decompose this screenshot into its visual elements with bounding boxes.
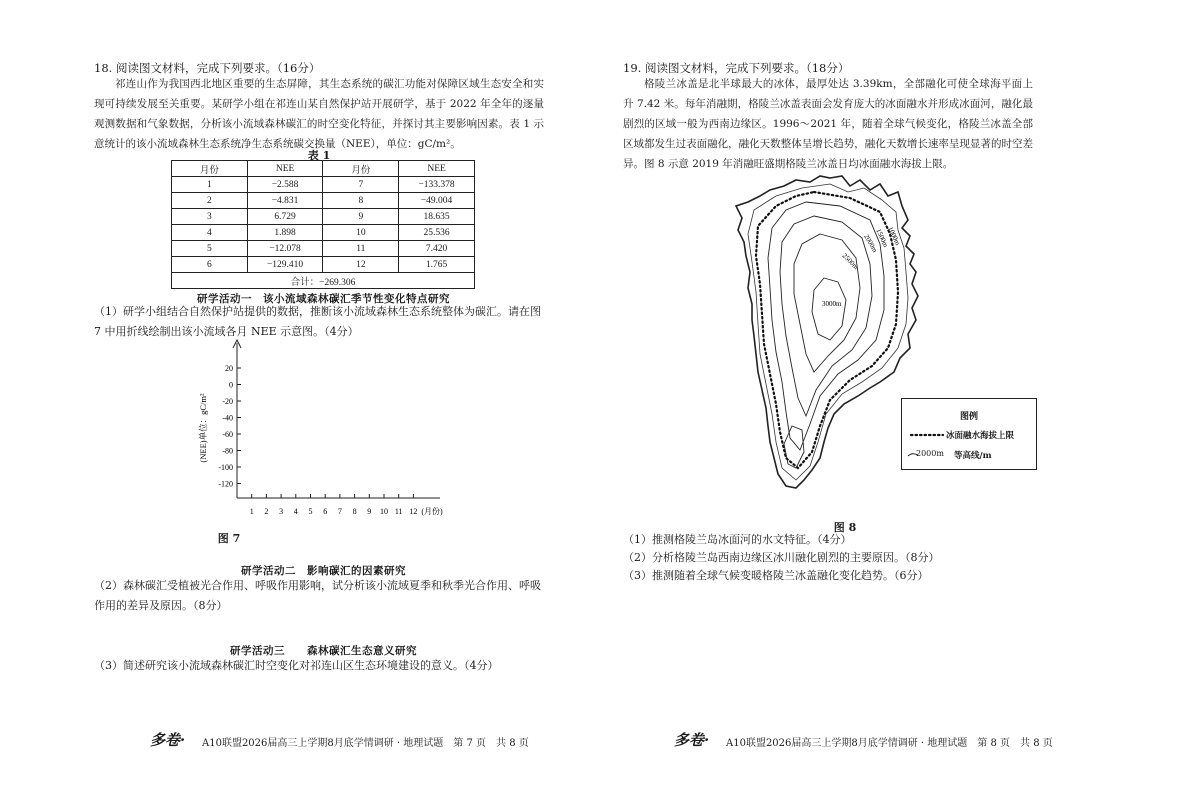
- table-cell: 8: [323, 193, 399, 209]
- contour-label-1000: 1000m: [886, 225, 902, 247]
- contour-label-3000: 3000m: [822, 300, 842, 308]
- q18-title: 18. 阅读图文材料，完成下列要求。（16分）: [94, 61, 321, 75]
- table-cell: 1: [172, 177, 248, 193]
- q19-intro: [623, 74, 1033, 174]
- y-tick-label: -20: [222, 397, 233, 406]
- table-cell: 7: [323, 177, 399, 193]
- table-cell: 11: [323, 241, 399, 257]
- table-row: [172, 225, 475, 241]
- table-cell: −2.588: [247, 177, 323, 193]
- contour-label-1500: 1500m: [874, 227, 890, 249]
- contour-3000: [812, 278, 846, 340]
- legend-contour-sample: 2000m: [916, 449, 944, 458]
- x-tick-label: 6: [323, 507, 328, 516]
- table-row: [172, 177, 475, 193]
- table-cell: 3: [172, 209, 248, 225]
- q19-intro-paragraph: 格陵兰冰盖是北半球最大的冰体，最厚处达 3.39km，全部融化可使全球海平面上升 7.42 米。每年消融期，格陵兰冰盖表面会发育庞大的冰面融水并形成冰面河，融化最剧烈的区域一般为西南边缘区。1996～2021 年，随着全球气候变化，格陵兰冰盖全部区域都发生过表面融化，融化天数整体呈增长趋势，融化天数增长速率呈现显著的时空差异。图 8 示意 2019 年消融旺盛期格陵兰冰盖日均冰面融水海拔上限。: [623, 78, 1033, 170]
- figure7-caption: 图 7: [217, 532, 241, 545]
- y-tick-label: 20: [225, 364, 233, 373]
- table-cell: 4: [172, 225, 248, 241]
- table-header-row: [172, 161, 475, 177]
- table-header-nee: NEE: [247, 161, 323, 177]
- y-ticks: [218, 364, 241, 489]
- x-tick-label: 3: [279, 507, 284, 516]
- q19-sub2: （2）分析格陵兰岛西南边缘区冰川融化剧烈的主要原因。（8分）: [623, 551, 940, 564]
- q18-intro-paragraph: 祁连山作为我国西北地区重要的生态屏障，其生态系统的碳汇功能对保障区域生态安全和实现可持续发展至关重要。某研学小组在祁连山某自然保护站开展研学，基于 2022 年全年的逐量观测数据和气象数据，分析该小流域森林碳汇的时空变化特征，并探讨其主要影响因素。表 1 示意统计的该小流域森林生态系统净生态系统碳交换量（NEE），单位：gC/m²。: [94, 78, 544, 150]
- legend-dotted-line-icon: [910, 431, 944, 439]
- x-tick-label: 8: [352, 507, 357, 516]
- x-tick-label: 9: [367, 507, 372, 516]
- x-tick-label: 11: [394, 507, 403, 516]
- y-axis-label: (NEE)单位：gC/m²: [198, 393, 208, 463]
- q18-sub3: （3）简述研究该小流域森林碳汇时空变化对祁连山区生态环境建设的意义。（4分）: [94, 659, 499, 672]
- q18-sub1: （1）研学小组结合自然保护站提供的数据，推断该小流域森林生态系统整体为碳汇。请在图 7 中用折线绘制出该小流域各月 NEE 示意图。（4分）: [94, 305, 541, 338]
- y-tick-label: -100: [218, 463, 233, 472]
- q19-title: 19. 阅读图文材料，完成下列要求。（18分）: [623, 61, 850, 75]
- x-ticks: [250, 494, 443, 516]
- table-row: [172, 257, 475, 273]
- page-footer: A10联盟2026届高三上学期8月底学情调研 · 地理试题 第 8 页 共 8 页: [726, 738, 1053, 749]
- table-total: 合计：−269.306: [172, 273, 475, 289]
- figure7-blank-chart[interactable]: [200, 338, 460, 523]
- q19-sub1: （1）推测格陵兰岛冰面河的水文特征。（4分）: [623, 533, 852, 546]
- table1-caption: 表 1: [307, 149, 331, 162]
- table-cell: −133.378: [399, 177, 475, 193]
- y-tick-label: -120: [218, 479, 233, 489]
- table-cell: 5: [172, 241, 248, 257]
- x-tick-label: 2: [264, 507, 269, 516]
- x-tick-label: 7: [337, 507, 342, 516]
- nee-table: [171, 160, 475, 289]
- page-footer: A10联盟2026届高三上学期8月底学情调研 · 地理试题 第 7 页 共 8 页: [202, 738, 529, 749]
- table-cell: 1.765: [399, 257, 475, 273]
- activity1-heading: 研学活动一 该小流域森林碳汇季节性变化特点研究: [197, 293, 450, 305]
- x-tick-label: 10: [380, 507, 388, 516]
- legend-title: 图例: [959, 412, 978, 422]
- table-row: [172, 193, 475, 209]
- x-tick-label: 1: [249, 507, 254, 516]
- publisher-logo: 多卷·: [674, 731, 710, 749]
- legend-contour-label: 等高线/m: [954, 451, 992, 461]
- y-tick-label: -80: [222, 446, 233, 456]
- table-cell: 12: [323, 257, 399, 273]
- table-header-month: 月份: [323, 161, 399, 177]
- activity3-heading: 研学活动三 森林碳汇生态意义研究: [230, 645, 417, 657]
- activity2-heading: 研学活动二 影响碳汇的因素研究: [241, 565, 406, 577]
- contour-label-2000: 2000m: [862, 233, 879, 254]
- x-tick-label: 12: [409, 507, 418, 516]
- figure8-legend: [901, 398, 1037, 470]
- publisher-logo: 多卷·: [150, 731, 186, 749]
- table-cell: 6: [172, 257, 248, 273]
- q19-sub3: （3）推测随着全球气候变暖格陵兰冰盖融化变化趋势。（6分）: [623, 569, 929, 582]
- table-cell: 10: [323, 225, 399, 241]
- table-cell: 6.729: [247, 209, 323, 225]
- table-cell: 25.536: [399, 225, 475, 241]
- y-tick-label: -60: [222, 430, 233, 439]
- x-axis-unit: (月份): [421, 507, 443, 516]
- table-header-month: 月份: [172, 161, 248, 177]
- y-tick-label: -40: [222, 413, 233, 423]
- table-cell: 2: [172, 193, 248, 209]
- table-cell: −12.078: [247, 241, 323, 257]
- table-cell: −4.831: [247, 193, 323, 209]
- contour-2000: [780, 216, 872, 416]
- x-tick-label: 5: [308, 507, 313, 516]
- figure8-caption: 图 8: [833, 521, 857, 534]
- legend-melt-limit-label: 冰面融水海拔上限: [946, 431, 1015, 441]
- q18-sub2: （2）森林碳汇受植被光合作用、呼吸作用影响，试分析该小流域夏季和秋季光合作用、呼吸作用的差异及原因。（8分）: [94, 579, 541, 612]
- x-tick-label: 4: [293, 507, 298, 516]
- table-total-row: [172, 273, 475, 289]
- table-row: [172, 241, 475, 257]
- table-row: [172, 209, 475, 225]
- table-cell: −49.004: [399, 193, 475, 209]
- table-cell: 9: [323, 209, 399, 225]
- table-cell: −129.410: [247, 257, 323, 273]
- table-header-nee: NEE: [399, 161, 475, 177]
- table-cell: 1.898: [247, 225, 323, 241]
- page-8: [590, 0, 1178, 800]
- table-cell: 18.635: [399, 209, 475, 225]
- table-cell: 7.420: [399, 241, 475, 257]
- contour-label-2500: 2500m: [840, 251, 860, 272]
- q18-intro: [94, 74, 544, 154]
- y-tick-label: 0: [229, 380, 233, 390]
